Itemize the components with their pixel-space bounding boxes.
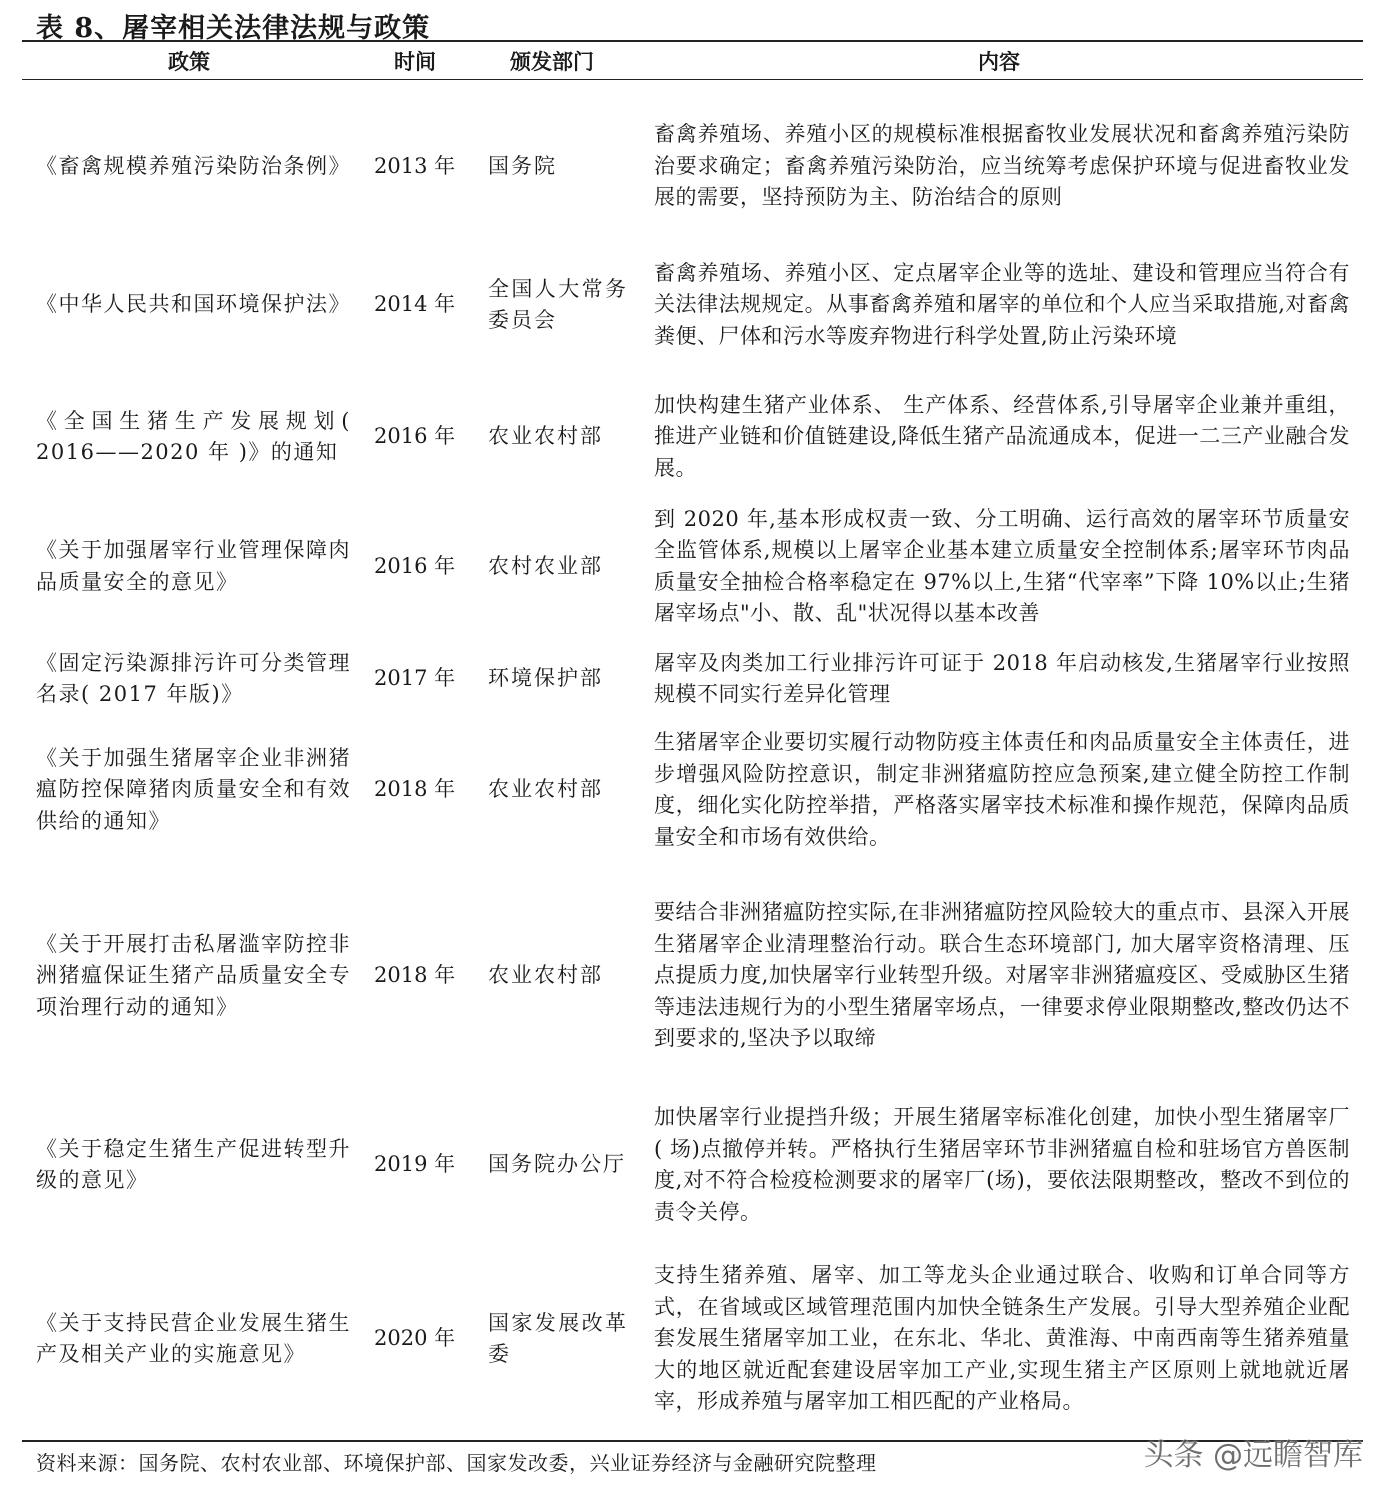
- policy-content: 屠宰及肉类加工行业排污许可证于 2018 年启动核发,生猪屠宰行业按照规模不同实行差异化管理: [654, 650, 1350, 706]
- header-rule: [22, 79, 1363, 80]
- watermark: 头条 @远瞻智库: [1143, 1438, 1363, 1473]
- policy-name: 《关于开展打击私屠滥宰防控非洲猪瘟保证生猪产品质量安全专项治理行动的通知》: [36, 931, 351, 1019]
- policy-year: 2017 年: [374, 666, 456, 691]
- source-note: 资料来源：国务院、农村农业部、环境保护部、国家发改委，兴业证券经济与金融研究院整理: [36, 1451, 877, 1475]
- header-content: 内容: [978, 49, 1020, 74]
- policy-content: 到 2020 年,基本形成权责一致、分工明确、运行高效的屠宰环节质量安全监管体系,规模以上屠宰企业基本建立质量安全控制体系;屠宰环节肉品质量安全抽检合格率稳定在 97%以上,生猪“代宰率”下降 10%以止;生猪屠宰场点"小、散、乱"状况得以基本改善: [654, 506, 1350, 625]
- table-row: [22, 726, 1363, 854]
- policy-year: 2019 年: [374, 1152, 456, 1177]
- table-row: [22, 1100, 1363, 1230]
- policy-year: 2018 年: [374, 777, 456, 802]
- table-row: [22, 896, 1363, 1056]
- policy-year: 2018 年: [374, 963, 456, 988]
- issuing-department: 农村农业部: [488, 553, 603, 578]
- policy-name: 《畜禽规模养殖污染防治条例》: [36, 153, 351, 178]
- table-title: 表 8、屠宰相关法律法规与政策: [36, 13, 431, 44]
- policy-content: 支持生猪养殖、屠宰、加工等龙头企业通过联合、收购和订单合同等方式，在省域或区域管理范围内加快全链条生产发展。引导大型养殖企业配套发展生猪屠宰加工业，在东北、华北、黄淮海、中南西南等生猪养殖量大的地区就近配套建设居宰加工产业,实现生猪主产区原则上就地就近屠宰，形成养殖与屠宰加工相匹配的产业格局。: [654, 1263, 1350, 1414]
- policy-year: 2020 年: [374, 1326, 456, 1351]
- issuing-department: 农业农村部: [488, 777, 603, 802]
- issuing-department: 国家发展改革委: [488, 1310, 628, 1366]
- table-row: [22, 645, 1363, 713]
- policy-content: 生猪屠宰企业要切实履行动物防疫主体责任和肉品质量安全主体责任，进步增强风险防控意识，制定非洲猪瘟防控应急预案,建立健全防控工作制度，细化实化防控举措，严格落实屠宰技术标准和操作规范，保障肉品质量安全和市场有效供给。: [654, 730, 1350, 849]
- issuing-department: 农业农村部: [488, 963, 603, 988]
- policy-year: 2016 年: [374, 424, 456, 449]
- policy-content: 畜禽养殖场、养殖小区、定点屠宰企业等的选址、建设和管理应当符合有关法律法规规定。从事畜禽养殖和屠宰的单位和个人应当采取措施,对畜禽粪便、尸体和污水等废弃物进行科学处置,防止污染环境: [654, 260, 1350, 348]
- issuing-department: 全国人大常务委员会: [488, 276, 628, 332]
- table-row: [22, 1243, 1363, 1435]
- policy-name: 《中华人民共和国环境保护法》: [36, 292, 351, 317]
- top-rule: [22, 40, 1363, 42]
- issuing-department: 农业农村部: [488, 424, 603, 449]
- policy-name: 《全国生猪生产发展规划( 2016——2020 年 )》的通知: [36, 408, 351, 464]
- policy-year: 2014 年: [374, 292, 456, 317]
- header-policy: 政策: [168, 49, 210, 74]
- table-row: [22, 503, 1363, 630]
- header-dept: 颁发部门: [510, 49, 594, 74]
- policy-name: 《关于加强生猪屠宰企业非洲猪瘟防控保障猪肉质量安全和有效供给的通知》: [36, 745, 351, 833]
- policy-year: 2016 年: [374, 553, 456, 578]
- policy-year: 2013 年: [374, 153, 456, 178]
- policy-name: 《关于加强屠宰行业管理保障肉品质量安全的意见》: [36, 538, 351, 594]
- policy-name: 《关于支持民营企业发展生猪生产及相关产业的实施意见》: [36, 1310, 351, 1366]
- issuing-department: 国务院: [488, 153, 557, 178]
- issuing-department: 环境保护部: [488, 666, 603, 691]
- policy-content: 要结合非洲猪瘟防控实际,在非洲猪瘟防控风险较大的重点市、县深入开展生猪屠宰企业清理整治行动。联合生态环境部门, 加大屠宰资格清理、压点提质力度,加快屠宰行业转型升级。对屠宰非洲猪瘟疫区、受威胁区生猪等违法违规行为的小型生猪屠宰场点，一律要求停业限期整改,整改仍达不到要求的,坚决予以取缔: [654, 900, 1350, 1051]
- header-time: 时间: [394, 49, 436, 74]
- table-row: [22, 388, 1363, 486]
- policy-content: 畜禽养殖场、养殖小区的规模标准根据畜牧业发展状况和畜禽养殖污染防治要求确定；畜禽养殖污染防治，应当统筹考虑保护环境与促进畜牧业发展的需要，坚持预防为主、防治结合的原则: [654, 122, 1350, 210]
- table-row: [22, 104, 1363, 229]
- table-row: [22, 241, 1363, 369]
- table-header: [22, 44, 1363, 78]
- policy-content: 加快屠宰行业提挡升级；开展生猪屠宰标准化创建，加快小型生猪屠宰厂( 场)点撤停并转。严格执行生猪居宰环节非洲猪瘟自检和驻场官方兽医制度,对不符合检疫检测要求的屠宰厂(场)，要依法限期整改，整改不到位的责令关停。: [654, 1105, 1350, 1224]
- policy-name: 《固定污染源排污许可分类管理名录( 2017 年版)》: [36, 650, 351, 706]
- policy-content: 加快构建生猪产业体系、 生产体系、经营体系,引导屠宰企业兼并重组，推进产业链和价值链建设,降低生猪产品流通成本，促进一二三产业融合发展。: [654, 392, 1350, 480]
- issuing-department: 国务院办公厅: [488, 1152, 626, 1177]
- policy-name: 《关于稳定生猪生产促进转型升级的意见》: [36, 1136, 351, 1192]
